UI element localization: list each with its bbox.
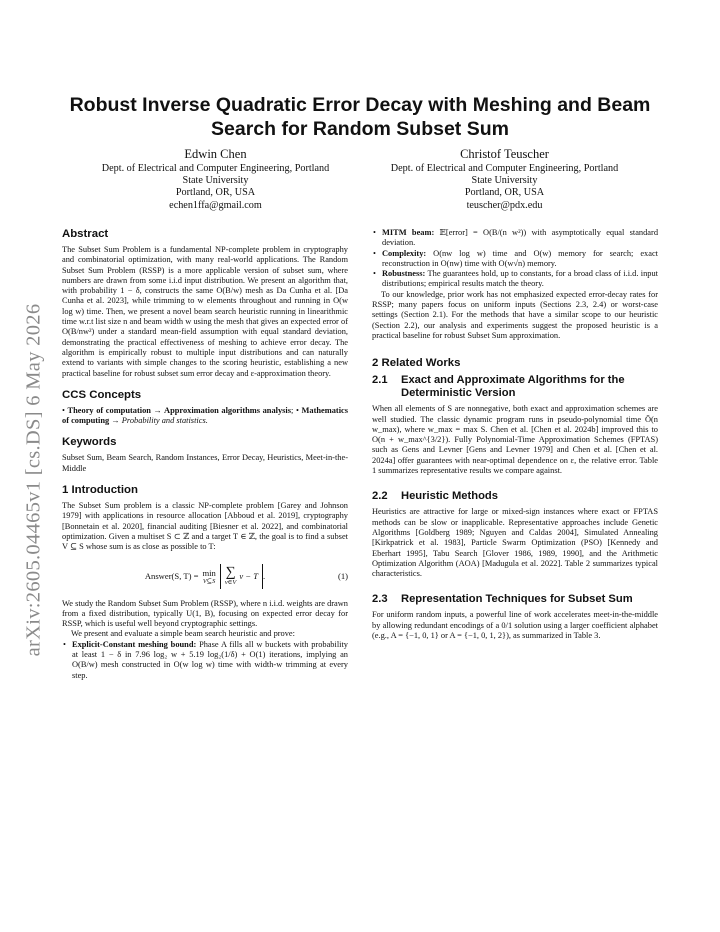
list-item: • Explicit-Constant meshing bound: Phase A fills all w buckets with probability at least 1 − δ in 7.96 log₂ w + 5.19 log₂(1/δ) + O(1) iterations, implying an O(B/w) mesh constructed in O(w log w) time with width-w trimming at every step. <box>62 640 348 681</box>
equation-sum-sub: v∈V <box>224 579 237 587</box>
ccs-heading: CCS Concepts <box>62 388 142 401</box>
keywords-text: Subset Sum, Beam Search, Random Instances, Error Decay, Heuristics, Meet-in-the-Middle <box>62 453 348 473</box>
author-affiliation-cont: State University <box>182 175 249 187</box>
section-2-1-heading: 2.1 Exact and Approximate Algorithms for the Deterministic Version <box>372 374 625 400</box>
intro-paragraph-3: We present and evaluate a simple beam search heuristic and prove: <box>71 629 295 639</box>
equation-body: v − T <box>239 571 259 582</box>
abstract-heading: Abstract <box>62 228 109 240</box>
section-2-3-heading: 2.3 Representation Techniques for Subset Sum <box>372 593 633 606</box>
intro-paragraph-4: To our knowledge, prior work has not emphasized expected error-decay rates for RSSP; many papers focus on uniform inputs (Sections 2.3, 2.4) or worst-case settings (Section 2.1). For the methods that have a similar scope to our heuristic (Section 2.2), our analysis and experiments suggest the proposed heuristic is a practical baseline for robust Subset Sum approximation. <box>372 289 658 340</box>
author-location: Portland, OR, USA <box>175 187 256 199</box>
ccs-item-2: Mathematics of computing <box>62 405 348 426</box>
equation-min-sub: V⊆S <box>202 578 216 586</box>
section-2-2-text: Heuristics are attractive for large or mixed-sign instances where exact or FPTAS methods can be slow or inapplicable. Representative approaches include Genetic Algorithms [Goldberg 1989; Nguyen and Caldas 2004], Simulated Annealing [Kirkpatrick et al. 1983], Particle Swarm Optimization (PSO) [Kennedy and Eberhart 1995], Tabu Search [Glover 1986, 1989, 1990], and the Arithmetic Optimization Algorithm (AOA) [Madugula et al. 2022]. Table 2 summarizes typical characteristics. <box>372 507 658 579</box>
abstract-text: The Subset Sum Problem is a fundamental NP-complete problem in cryptography and combinatorial optimization, with many real-world applications. The Random Subset Sum Problem (RSSP) is a more applicable version of subset sum, where numbers are drawn from some i.i.d input distribution. We present an algorithm that, with probability 1 − δ, constructs the same O(B/w) mesh as Da Cunha et al. [Da Cunha et al. 2023], while trimming to w elements throughout and running in O(w log w) time. Then, we present a novel beam search heuristic running in linearithmic time w.r.t list size n and beam width w using the mesh that gives an expected error of O(B/nw²) under a standard mean-field assumption with equal standard deviation, demonstrating the practical effectiveness of meshing to achieve error decay. The algorithm is empirically robust to multiple input distributions and can naturally extend to variants with simple changes to the scoring heuristic, establishing a new practical baseline for robust subset sum error decay and ε-approximation theory. <box>62 245 348 378</box>
author-affiliation: Dept. of Electrical and Computer Engineering, Portland <box>390 163 619 174</box>
list-item: • Complexity: O(nw log w) time and O(w) memory for search; exact reconstruction in O(nw) time with O(w√n) memory. <box>372 249 658 270</box>
section-2-3-text: For uniform random inputs, a powerful line of work accelerates meet-in-the-middle by allowing redundant encodings of a 0/1 solution using a larger coefficient alphabet (e.g., A = {−1, 0, 1} or A = {−1, 0, 1, 2}), as summarized in Table 3. <box>372 610 658 641</box>
equation-lhs: Answer(S, T) = <box>144 571 199 582</box>
author-block-2 <box>367 147 642 212</box>
contributions-list-cont <box>372 228 658 290</box>
arxiv-sidebar <box>14 240 54 720</box>
author-block-1 <box>78 147 353 212</box>
related-heading: 2 Related Works <box>372 357 461 370</box>
author-name: Edwin Chen <box>184 147 247 161</box>
equation-1: Answer(S, T) = min V⊆S ∑ v∈V v − T . (1) <box>62 557 348 597</box>
right-column <box>372 228 658 641</box>
ccs-item-2-rest: → Probability and statistics. <box>111 416 208 426</box>
author-name: Christof Teuscher <box>460 147 549 161</box>
section-2-2-heading: 2.2 Heuristic Methods <box>372 490 498 503</box>
author-affiliation-cont: State University <box>471 175 538 187</box>
equation-min: min <box>202 567 216 578</box>
section-2-1-text: When all elements of S are nonnegative, both exact and approximation schemes are well studied. The classic dynamic program runs in pseudo-polynomial time Õ(n w_max), where w_max = max S. Chen et al. [Chen et al. 2024b] improved this to O(n + w_max^{3/2}). Fully Polynomial-Time Approximation Schemes (FPTAS) such as Gens and Levner [Gens and Levner 1979] and Chen et al. [Chen et al. 2024a] offer guarantees with near-optimal dependence on ε, the relative error. Table 1 summarizes representative results we compare against. <box>372 404 658 476</box>
author-email: echen1ffa@gmail.com <box>169 199 262 211</box>
intro-paragraph-2: We study the Random Subset Sum Problem (RSSP), where n i.i.d. weights are drawn from a fixed distribution, typically U(1, B), focusing on expected error decay for RSSP, which is useful well beyond cryptographic settings. <box>62 598 348 629</box>
intro-paragraph-1: The Subset Sum problem is a classic NP-complete problem [Garey and Johnson 1979] with applications in resource allocation [Abboud et al. 2019], cryptography [Bonnetain et al. 2020], financial auditing [Biesner et al. 2022], and combinatorial optimization. Given a multiset S ⊂ ℤ and a target T ∈ ℤ, the goal is to find a subset V ⊆ S whose sum is as close as possible to T: <box>62 501 348 552</box>
author-location: Portland, OR, USA <box>464 187 545 199</box>
author-email: teuscher@pdx.edu <box>466 199 543 211</box>
list-item: • MITM beam: 𝔼[error] = O(B/(n w²)) with asymptotically equal standard deviation. <box>372 228 658 249</box>
keywords-heading: Keywords <box>62 436 117 449</box>
arxiv-identifier: arXiv:2605.04465v1 [cs.DS] 6 May 2026 <box>22 303 45 657</box>
paper-title: Robust Inverse Quadratic Error Decay with Meshing and Beam Search for Random Subset Sum <box>69 94 651 140</box>
author-affiliation: Dept. of Electrical and Computer Engineering, Portland <box>101 163 330 174</box>
list-item: • Robustness: The guarantees hold, up to constants, for a broad class of i.i.d. input distributions; empirical results match the theory. <box>372 269 658 290</box>
equation-number: (1) <box>337 570 348 581</box>
contributions-list <box>62 640 348 681</box>
intro-heading: 1 Introduction <box>62 484 138 497</box>
left-column <box>62 228 348 681</box>
ccs-item-1: Theory of computation → Approximation algorithms analysis <box>67 405 292 415</box>
ccs-concepts: • Theory of computation → Approximation algorithms analysis; • Mathematics of computing → Probability and statistics. <box>62 405 348 426</box>
